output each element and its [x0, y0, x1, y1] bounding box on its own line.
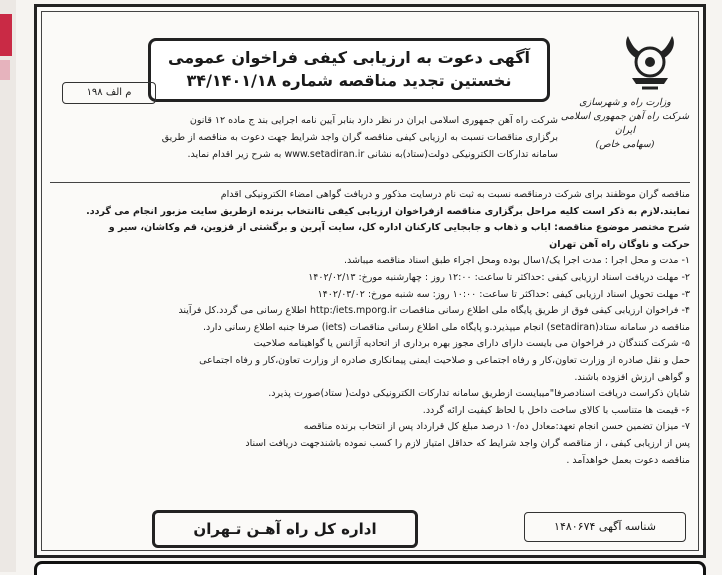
organization-name — [560, 96, 690, 152]
subject-line: حرکت و ناوگان راه آهن تهران — [549, 238, 690, 250]
left-edge-strip — [0, 0, 16, 572]
publication-code: م الف ۱۹۸ — [62, 82, 156, 104]
body-text — [50, 182, 690, 469]
note-line: شایان ذکراست دریافت اسنادصرفا"میبایست ازطریق سامانه تدارکات الکترونیکی دولت( ستاد)صورت پذیرد. — [268, 388, 690, 400]
body-line: مناقصه گران موظفند برای شرکت درمناقصه نسبت به ثبت نام درسایت مذکور و دریافت گواهی امضاء الکترونیکی اقدام — [220, 189, 690, 200]
item-duration: ۱- مدت و محل اجرا : مدت اجرا یک/۱سال بوده ومحل اجراء طبق اسناد مناقصه میباشد. — [343, 255, 690, 267]
advertisement-frame — [41, 11, 699, 551]
org-line-ministry: وزارت راه و شهرسازی — [579, 97, 671, 108]
railway-logo-icon — [620, 32, 680, 96]
bottom-frame-edge — [34, 561, 706, 575]
intro-line: سامانه تدارکات الکترونیکی دولت(ستاد)به نشانی www.setadiran.ir به شرح زیر اقدام نماید. — [187, 149, 558, 160]
intro-paragraph — [50, 112, 558, 163]
org-line-company: شرکت راه آهن جمهوری اسلامی ایران — [560, 111, 690, 136]
issuing-office: اداره کل راه آهـن تـهران — [152, 510, 418, 548]
item-participants-cont: حمل و نقل صادره از وزارت تعاون،کار و رفاه اجتماعی و صلاحیت ایمنی پیمانکاری صادره از وزارت تعاون،کار و رفاه اجتماعی — [199, 354, 690, 366]
item-guarantee: ۷- میزان تضمین حسن انجام تعهد:معادل ده/۱۰ درصد مبلغ کل قرارداد پس از انتخاب برنده مناقصه — [303, 421, 690, 433]
item-participants-cont: و گواهی ارزش افزوده باشند. — [574, 371, 690, 383]
item-submit-deadline: ۳- مهلت تحویل اسناد ارزیابی کیفی :حداکثر تا ساعت: ۱۰:۰۰ روز: سه شنبه مورخ: ۱۴۰۲/۰۳/۰۲ — [317, 288, 690, 300]
closing-line: مناقصه دعوت بعمل خواهدآمد . — [566, 454, 690, 466]
advertisement-page — [34, 4, 706, 558]
item-prices: ۶- قیمت ها متناسب با کالای ساخت داخل با لحاظ کیفیت ارائه گردد. — [422, 404, 690, 416]
item-announcement-cont: مناقصه در سامانه ستاد(setadiran) انجام میپذیرد.و پایگاه ملی اطلاع رسانی مناقصات (iets) صرفا جنبه اطلاع رسانی دارد. — [202, 321, 690, 333]
title-box — [148, 38, 550, 102]
ad-id-box: شناسه آگهی ۱۴۸۰۶۷۴ — [524, 512, 686, 542]
footer — [42, 502, 698, 550]
intro-line: شرکت راه آهن جمهوری اسلامی ایران در نظر دارد بنابر آیین نامه اجرایی بند ج ماده ۱۲ قانون — [189, 115, 558, 126]
item-receive-deadline: ۲- مهلت دریافت اسناد ارزیابی کیفی :حداکثر تا ساعت: ۱۲:۰۰ روز : چهارشنبه مورخ: ۱۴۰۲/۰۲/۱۳ — [308, 271, 690, 283]
header — [42, 12, 698, 182]
red-edge-mark — [0, 14, 12, 56]
page-title: آگهی دعوت به ارزیابی کیفی فراخوان عمومی — [168, 48, 530, 67]
item-participants: ۵- شرکت کنندگان در فراخوان می بایست دارای دارای مجوز بهره برداری از اتحادیه آژانس یا گواهینامه صلاحیت — [253, 338, 690, 350]
org-line-type: (سهامی خاص) — [595, 139, 655, 150]
tender-number: نخستین تجدید مناقصه شماره ۳۴/۱۴۰۱/۱۸ — [186, 71, 512, 90]
closing-line: پس از ارزیابی کیفی ، از مناقصه گران واجد شرایط که حداقل امتیاز لازم را کسب نموده باشندجهت دریافت اسناد — [245, 437, 690, 449]
intro-line: برگزاری مناقصات نسبت به ارزیابی کیفی مناقصه گران واجد شرایط جهت دعوت به مناقصه از طریق — [161, 132, 558, 143]
pink-edge-mark — [0, 60, 10, 80]
body-line: نمایند.لازم به ذکر است کلیه مراحل برگزاری مناقصه ازفراخوان ارزیابی کیفی تاانتخاب برنده ازطریق سایت مزبور انجام می گردد. — [86, 205, 690, 217]
item-announcement: ۴- فراخوان ارزیابی کیفی فوق از طریق پایگاه ملی اطلاع رسانی مناقصات http:/iets.mporg.ir اطلاع رسانی می گردد.کل فرآیند — [178, 305, 690, 317]
subject-line: شرح مختصر موضوع مناقصه: ایاب و ذهاب و جابجایی کارکنان اداره کل، سایت آپرین و برگشتی از قزوین، قم وکاشان، سیر و — [108, 222, 690, 234]
